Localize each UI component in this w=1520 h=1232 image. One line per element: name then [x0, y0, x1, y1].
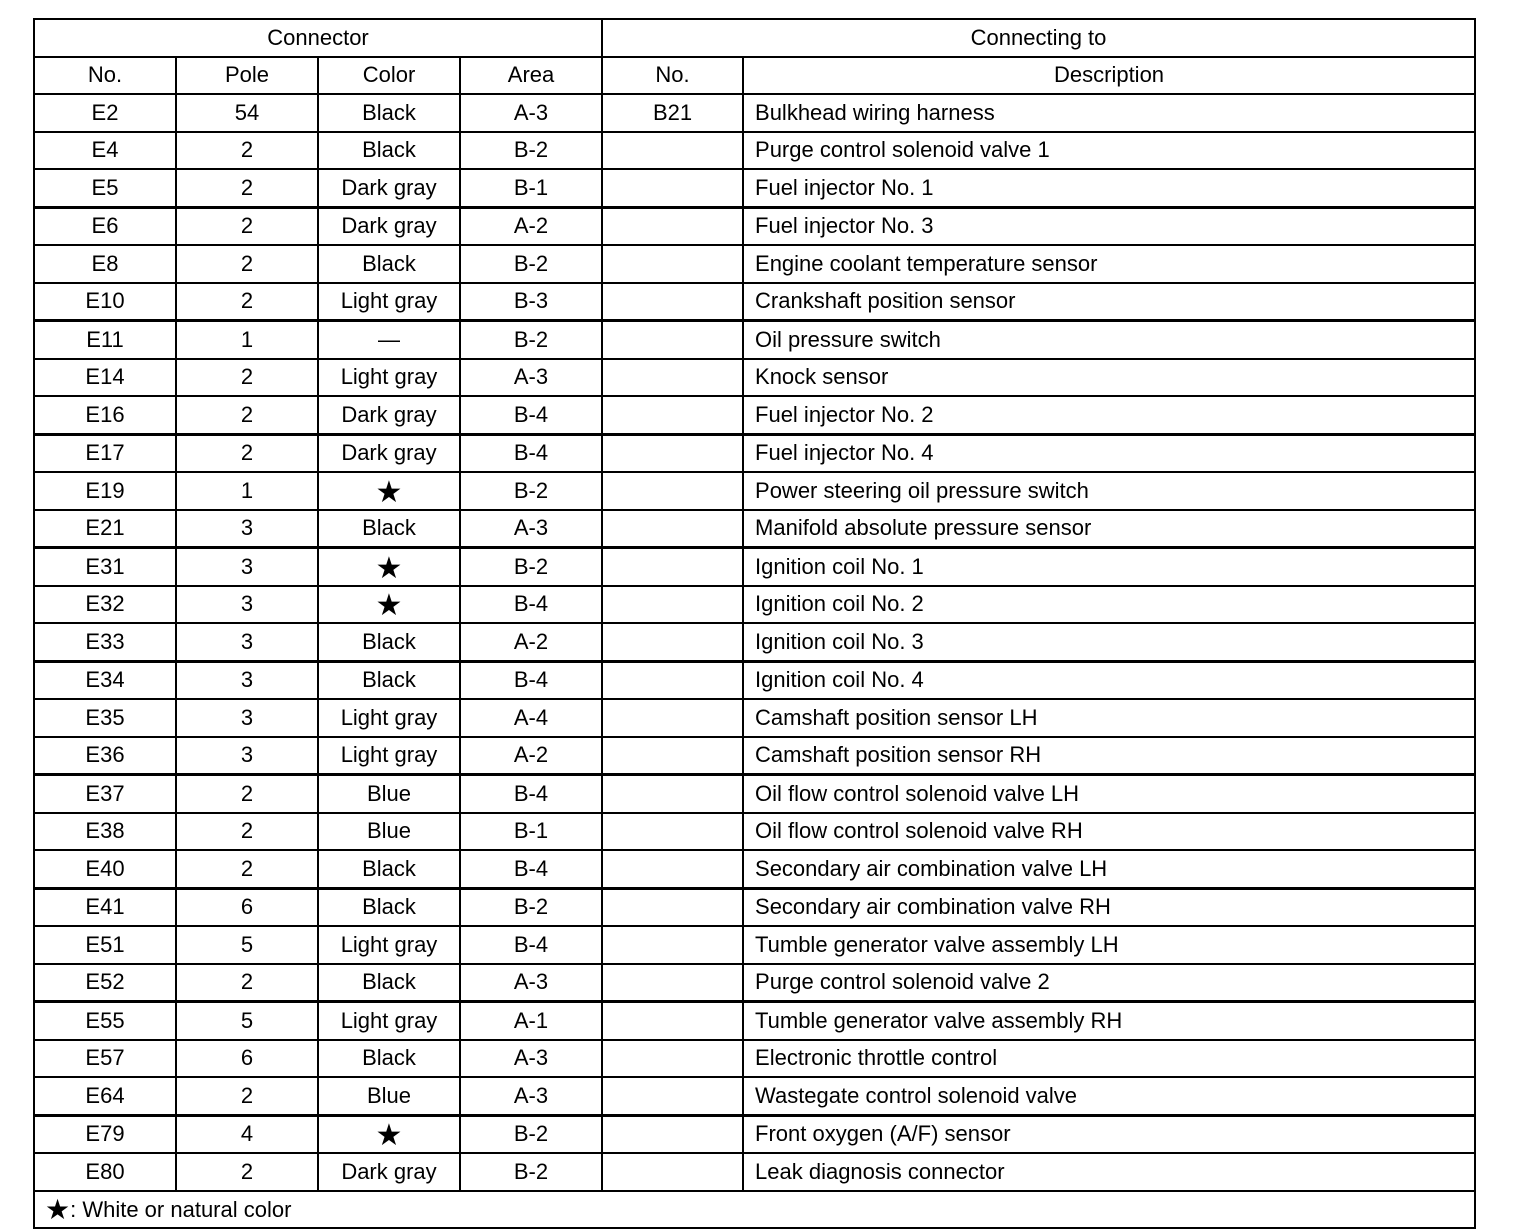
star-icon: ★	[375, 1119, 403, 1153]
cell-area: A-3	[460, 964, 602, 1002]
cell-to-no	[602, 1115, 743, 1153]
cell-no: E4	[34, 132, 176, 170]
cell-to-no	[602, 132, 743, 170]
table-header	[34, 19, 1475, 94]
cell-area: B-2	[460, 132, 602, 170]
cell-no: E8	[34, 245, 176, 283]
cell-to-no	[602, 661, 743, 699]
cell-description: Camshaft position sensor RH	[743, 737, 1475, 775]
cell-no: E51	[34, 926, 176, 964]
group-header-row	[34, 19, 1475, 57]
cell-description: Bulkhead wiring harness	[743, 94, 1475, 132]
legend-row	[34, 1191, 1475, 1229]
cell-no: E11	[34, 321, 176, 359]
col-header-area: Area	[460, 57, 602, 95]
cell-no: E52	[34, 964, 176, 1002]
cell-description: Front oxygen (A/F) sensor	[743, 1115, 1475, 1153]
cell-no: E16	[34, 396, 176, 434]
cell-pole: 2	[176, 434, 318, 472]
cell-no: E55	[34, 1002, 176, 1040]
cell-area: A-3	[460, 359, 602, 397]
cell-color: Light gray	[318, 737, 460, 775]
cell-color	[318, 472, 460, 510]
cell-to-no	[602, 1002, 743, 1040]
cell-color: Dark gray	[318, 396, 460, 434]
cell-pole: 2	[176, 964, 318, 1002]
cell-color: Light gray	[318, 359, 460, 397]
cell-to-no	[602, 850, 743, 888]
cell-description: Camshaft position sensor LH	[743, 699, 1475, 737]
cell-color: Blue	[318, 1077, 460, 1115]
cell-to-no	[602, 548, 743, 586]
table-body	[34, 94, 1475, 1191]
cell-color: Black	[318, 94, 460, 132]
cell-area: A-3	[460, 1040, 602, 1078]
cell-area: B-4	[460, 586, 602, 624]
cell-no: E33	[34, 623, 176, 661]
cell-description: Engine coolant temperature sensor	[743, 245, 1475, 283]
cell-pole: 2	[176, 245, 318, 283]
cell-area: B-2	[460, 321, 602, 359]
cell-no: E19	[34, 472, 176, 510]
cell-description: Ignition coil No. 1	[743, 548, 1475, 586]
cell-pole: 5	[176, 1002, 318, 1040]
cell-pole: 3	[176, 548, 318, 586]
cell-description: Purge control solenoid valve 1	[743, 132, 1475, 170]
cell-to-no	[602, 245, 743, 283]
table-row	[34, 926, 1475, 964]
table-row	[34, 207, 1475, 245]
cell-area: A-2	[460, 207, 602, 245]
table-row	[34, 434, 1475, 472]
table-row	[34, 586, 1475, 624]
cell-no: E17	[34, 434, 176, 472]
cell-no: E80	[34, 1153, 176, 1191]
cell-to-no	[602, 1077, 743, 1115]
cell-area: B-3	[460, 283, 602, 321]
cell-to-no	[602, 510, 743, 548]
cell-color: Black	[318, 245, 460, 283]
cell-to-no: B21	[602, 94, 743, 132]
cell-description: Ignition coil No. 3	[743, 623, 1475, 661]
group-header-connector: Connector	[34, 19, 602, 57]
cell-description: Crankshaft position sensor	[743, 283, 1475, 321]
cell-pole: 3	[176, 699, 318, 737]
cell-pole: 2	[176, 850, 318, 888]
cell-description: Fuel injector No. 1	[743, 169, 1475, 207]
cell-color: Black	[318, 623, 460, 661]
cell-description: Power steering oil pressure switch	[743, 472, 1475, 510]
cell-pole: 4	[176, 1115, 318, 1153]
cell-no: E57	[34, 1040, 176, 1078]
cell-pole: 3	[176, 586, 318, 624]
cell-description: Oil flow control solenoid valve LH	[743, 775, 1475, 813]
table-row	[34, 283, 1475, 321]
table-row	[34, 548, 1475, 586]
cell-color: Black	[318, 510, 460, 548]
cell-to-no	[602, 207, 743, 245]
cell-description: Knock sensor	[743, 359, 1475, 397]
cell-description: Tumble generator valve assembly LH	[743, 926, 1475, 964]
cell-area: B-2	[460, 472, 602, 510]
cell-area: B-4	[460, 396, 602, 434]
cell-pole: 2	[176, 359, 318, 397]
table-row	[34, 359, 1475, 397]
cell-pole: 2	[176, 283, 318, 321]
cell-pole: 54	[176, 94, 318, 132]
cell-no: E37	[34, 775, 176, 813]
cell-pole: 2	[176, 169, 318, 207]
cell-to-no	[602, 888, 743, 926]
cell-color: Dark gray	[318, 1153, 460, 1191]
cell-no: E21	[34, 510, 176, 548]
cell-to-no	[602, 1040, 743, 1078]
table-row	[34, 964, 1475, 1002]
table-row	[34, 1040, 1475, 1078]
cell-to-no	[602, 926, 743, 964]
cell-color: Black	[318, 964, 460, 1002]
cell-area: B-2	[460, 1153, 602, 1191]
cell-description: Tumble generator valve assembly RH	[743, 1002, 1475, 1040]
cell-color: Black	[318, 1040, 460, 1078]
cell-description: Secondary air combination valve RH	[743, 888, 1475, 926]
cell-no: E5	[34, 169, 176, 207]
table-row	[34, 888, 1475, 926]
cell-to-no	[602, 434, 743, 472]
cell-no: E14	[34, 359, 176, 397]
cell-to-no	[602, 359, 743, 397]
star-icon: ★	[45, 1193, 71, 1225]
cell-pole: 2	[176, 132, 318, 170]
cell-to-no	[602, 775, 743, 813]
cell-pole: 6	[176, 888, 318, 926]
table-row	[34, 850, 1475, 888]
cell-no: E79	[34, 1115, 176, 1153]
table-row	[34, 245, 1475, 283]
cell-area: A-4	[460, 699, 602, 737]
cell-no: E10	[34, 283, 176, 321]
cell-pole: 5	[176, 926, 318, 964]
cell-area: B-2	[460, 888, 602, 926]
cell-to-no	[602, 472, 743, 510]
cell-to-no	[602, 169, 743, 207]
column-header-row	[34, 57, 1475, 95]
table-row	[34, 737, 1475, 775]
cell-color: Black	[318, 850, 460, 888]
cell-area: A-2	[460, 737, 602, 775]
cell-color: Light gray	[318, 1002, 460, 1040]
cell-color: Light gray	[318, 283, 460, 321]
col-header-pole: Pole	[176, 57, 318, 95]
star-icon: ★	[375, 551, 403, 585]
connector-table	[33, 18, 1476, 1229]
cell-description: Ignition coil No. 4	[743, 661, 1475, 699]
cell-area: A-2	[460, 623, 602, 661]
cell-to-no	[602, 321, 743, 359]
table-row	[34, 1077, 1475, 1115]
star-icon: ★	[375, 589, 403, 623]
table-row	[34, 321, 1475, 359]
cell-no: E31	[34, 548, 176, 586]
cell-to-no	[602, 623, 743, 661]
cell-no: E38	[34, 813, 176, 851]
col-header-no: No.	[34, 57, 176, 95]
cell-no: E34	[34, 661, 176, 699]
table-footer	[34, 1191, 1475, 1229]
table-row	[34, 510, 1475, 548]
cell-color: Light gray	[318, 699, 460, 737]
table-row	[34, 1115, 1475, 1153]
cell-description: Fuel injector No. 3	[743, 207, 1475, 245]
table-row	[34, 94, 1475, 132]
cell-color: Dark gray	[318, 169, 460, 207]
cell-description: Oil flow control solenoid valve RH	[743, 813, 1475, 851]
cell-color: Blue	[318, 775, 460, 813]
cell-no: E2	[34, 94, 176, 132]
cell-color	[318, 548, 460, 586]
cell-area: B-2	[460, 245, 602, 283]
cell-area: A-3	[460, 1077, 602, 1115]
cell-description: Ignition coil No. 2	[743, 586, 1475, 624]
cell-pole: 1	[176, 472, 318, 510]
table-row	[34, 699, 1475, 737]
cell-description: Oil pressure switch	[743, 321, 1475, 359]
cell-to-no	[602, 283, 743, 321]
cell-area: B-2	[460, 548, 602, 586]
table-row	[34, 169, 1475, 207]
cell-description: Electronic throttle control	[743, 1040, 1475, 1078]
legend-text: : White or natural color	[70, 1196, 292, 1222]
cell-color: Black	[318, 661, 460, 699]
cell-color	[318, 586, 460, 624]
cell-pole: 2	[176, 1077, 318, 1115]
star-icon: ★	[375, 475, 403, 509]
cell-description: Fuel injector No. 2	[743, 396, 1475, 434]
table-row	[34, 396, 1475, 434]
cell-no: E40	[34, 850, 176, 888]
cell-to-no	[602, 586, 743, 624]
cell-pole: 2	[176, 1153, 318, 1191]
cell-no: E6	[34, 207, 176, 245]
cell-color	[318, 1115, 460, 1153]
cell-pole: 3	[176, 737, 318, 775]
cell-color: Blue	[318, 813, 460, 851]
cell-color: Light gray	[318, 926, 460, 964]
cell-no: E35	[34, 699, 176, 737]
cell-no: E32	[34, 586, 176, 624]
cell-area: A-3	[460, 94, 602, 132]
cell-description: Manifold absolute pressure sensor	[743, 510, 1475, 548]
cell-area: B-1	[460, 813, 602, 851]
cell-to-no	[602, 396, 743, 434]
cell-no: E64	[34, 1077, 176, 1115]
table-row	[34, 623, 1475, 661]
cell-to-no	[602, 737, 743, 775]
cell-pole: 1	[176, 321, 318, 359]
cell-area: B-4	[460, 775, 602, 813]
legend	[34, 1191, 1475, 1229]
col-header-to-no: No.	[602, 57, 743, 95]
cell-description: Leak diagnosis connector	[743, 1153, 1475, 1191]
cell-color: Black	[318, 888, 460, 926]
table-row	[34, 1002, 1475, 1040]
cell-pole: 2	[176, 775, 318, 813]
cell-pole: 3	[176, 661, 318, 699]
cell-no: E41	[34, 888, 176, 926]
table-row	[34, 661, 1475, 699]
cell-pole: 2	[176, 396, 318, 434]
cell-to-no	[602, 699, 743, 737]
group-header-connecting-to: Connecting to	[602, 19, 1475, 57]
cell-area: B-4	[460, 850, 602, 888]
cell-pole: 6	[176, 1040, 318, 1078]
cell-pole: 2	[176, 207, 318, 245]
cell-color: —	[318, 321, 460, 359]
table-row	[34, 1153, 1475, 1191]
cell-area: B-4	[460, 926, 602, 964]
cell-to-no	[602, 964, 743, 1002]
cell-color: Black	[318, 132, 460, 170]
cell-to-no	[602, 1153, 743, 1191]
cell-area: B-2	[460, 1115, 602, 1153]
cell-pole: 3	[176, 623, 318, 661]
cell-area: B-4	[460, 661, 602, 699]
cell-description: Secondary air combination valve LH	[743, 850, 1475, 888]
cell-color: Dark gray	[318, 207, 460, 245]
col-header-description: Description	[743, 57, 1475, 95]
cell-area: A-1	[460, 1002, 602, 1040]
cell-description: Purge control solenoid valve 2	[743, 964, 1475, 1002]
table-row	[34, 775, 1475, 813]
cell-pole: 3	[176, 510, 318, 548]
cell-pole: 2	[176, 813, 318, 851]
cell-area: B-1	[460, 169, 602, 207]
table-row	[34, 813, 1475, 851]
cell-description: Wastegate control solenoid valve	[743, 1077, 1475, 1115]
table-row	[34, 132, 1475, 170]
table-row	[34, 472, 1475, 510]
cell-area: A-3	[460, 510, 602, 548]
cell-area: B-4	[460, 434, 602, 472]
cell-color: Dark gray	[318, 434, 460, 472]
cell-to-no	[602, 813, 743, 851]
col-header-color: Color	[318, 57, 460, 95]
cell-no: E36	[34, 737, 176, 775]
cell-description: Fuel injector No. 4	[743, 434, 1475, 472]
